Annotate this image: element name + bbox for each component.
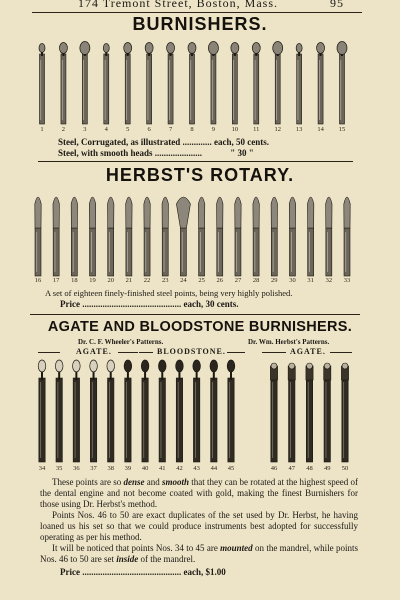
rotary-price-value: each, 30 cents. — [183, 299, 239, 309]
agate-point-46 — [270, 363, 277, 462]
burnisher-4 — [103, 44, 109, 125]
rotary-number-23: 23 — [161, 277, 169, 284]
para1-dense: dense — [123, 477, 145, 487]
burnisher-number-8: 8 — [190, 126, 194, 133]
paragraph-2: Points Nos. 46 to 50 are exact duplicates of the set used by Dr. Herbst, he having loaned us his set so that we could produce instruments best adopted for successfully operating as per his method. — [40, 510, 358, 542]
paragraph-1 — [40, 477, 358, 509]
rotary-number-22: 22 — [143, 277, 151, 284]
burnisher-number-3: 3 — [83, 126, 87, 133]
rotary-number-19: 19 — [89, 277, 96, 284]
agate-point-34 — [38, 360, 46, 462]
bloodstone-rule-b — [227, 352, 245, 353]
para3-text-c: of the mandrel. — [138, 553, 196, 564]
burnisher-number-11: 11 — [253, 126, 260, 133]
agate-left-rule-a — [38, 352, 60, 353]
agate-point-37 — [90, 360, 98, 462]
burnisher-7 — [167, 43, 175, 125]
header-rule — [32, 12, 362, 13]
rotary-number-26: 26 — [216, 277, 223, 284]
burnisher-10 — [231, 43, 239, 125]
rotary-point-16 — [35, 197, 41, 276]
rotary-number-33: 33 — [343, 277, 351, 284]
burnisher-number-10: 10 — [231, 126, 239, 133]
agate-price-value: each, $1.00 — [183, 567, 226, 577]
rotary-description: A set of eighteen finely-finished steel points, being very highly polished. — [45, 288, 293, 298]
dot-leader: ............................................ — [82, 299, 182, 309]
burnisher-number-5: 5 — [126, 126, 130, 133]
dot-leader: ............. — [182, 137, 212, 147]
burnisher-5 — [124, 43, 132, 125]
rotary-point-25 — [198, 197, 204, 276]
burnisher-number-13: 13 — [295, 126, 303, 133]
agate-number-39: 39 — [124, 465, 132, 472]
rotary-point-19 — [89, 197, 95, 276]
rotary-number-32: 32 — [325, 277, 333, 284]
burnisher-number-4: 4 — [104, 126, 108, 133]
price-line-2-value: " 30 " — [230, 148, 254, 158]
para1-smooth: smooth — [162, 477, 190, 487]
burnisher-11 — [252, 43, 260, 125]
agate-point-50 — [341, 363, 348, 462]
price-line-2-label: Steel, with smooth heads — [58, 148, 153, 158]
agate-point-47 — [288, 363, 295, 462]
burnisher-number-6: 6 — [147, 126, 151, 133]
agate-point-39 — [124, 360, 132, 462]
section-rule-1 — [38, 161, 353, 162]
agate-subtitle-right: Dr. Wm. Herbst's Patterns. — [248, 338, 330, 346]
agate-number-34: 34 — [38, 465, 46, 472]
rotary-number-20: 20 — [107, 277, 114, 284]
rotary-numbers — [0, 277, 400, 287]
agate-number-40: 40 — [141, 465, 149, 472]
rotary-number-24: 24 — [180, 277, 187, 284]
dot-leader: ..................... — [154, 148, 203, 158]
agate-number-50: 50 — [341, 465, 349, 472]
burnisher-number-12: 12 — [274, 126, 281, 133]
rotary-point-26 — [217, 197, 223, 276]
running-title: 174 Tremont Street, Boston, Mass. — [78, 0, 279, 10]
burnishers-price-line-2 — [58, 148, 254, 158]
para1-text-a: These points are so — [52, 477, 124, 487]
rotary-point-24 — [176, 197, 190, 276]
agate-point-44 — [210, 360, 218, 462]
rotary-point-23 — [162, 197, 168, 276]
rotary-point-28 — [253, 197, 259, 276]
agate-number-48: 48 — [306, 465, 313, 472]
paragraph-3 — [40, 543, 358, 565]
rotary-point-22 — [144, 197, 150, 276]
agate-number-37: 37 — [90, 465, 97, 472]
agate-point-40 — [141, 360, 149, 462]
group-label-bloodstone: BLOODSTONE. — [157, 347, 226, 356]
agate-number-38: 38 — [107, 465, 114, 472]
rotary-number-31: 31 — [307, 277, 314, 284]
agate-point-41 — [158, 360, 166, 462]
rotary-point-21 — [126, 197, 132, 276]
agate-point-38 — [107, 360, 115, 462]
burnisher-2 — [59, 43, 67, 125]
agate-number-42: 42 — [176, 465, 183, 472]
burnisher-3 — [80, 42, 90, 125]
rotary-number-21: 21 — [125, 277, 133, 284]
burnishers-illustration — [0, 40, 400, 130]
rotary-price-label: Price — [60, 299, 80, 309]
burnisher-1 — [39, 44, 45, 125]
rotary-point-30 — [289, 197, 295, 276]
rotary-point-29 — [271, 197, 277, 276]
burnisher-15 — [337, 42, 347, 125]
agate-point-35 — [55, 360, 63, 462]
agate-price-label: Price — [60, 567, 80, 577]
burnisher-number-2: 2 — [61, 126, 66, 133]
para1-text-b: and — [144, 477, 163, 487]
rotary-point-27 — [235, 197, 241, 276]
rotary-price-line — [60, 299, 238, 309]
agate-subtitle-left: Dr. C. F. Wheeler's Patterns. — [78, 338, 164, 346]
agate-right-rule-b — [330, 352, 352, 353]
agate-number-45: 45 — [227, 465, 235, 472]
bloodstone-rule-a — [139, 352, 153, 353]
agate-number-46: 46 — [270, 465, 278, 472]
burnisher-14 — [317, 43, 325, 125]
agate-number-49: 49 — [324, 465, 331, 472]
para3-text-b: on the mandrel, while points Nos. 46 to 50 are set — [40, 543, 358, 564]
page-number: 95 — [330, 0, 344, 10]
rotary-number-27: 27 — [234, 277, 242, 284]
burnisher-12 — [273, 42, 283, 125]
burnisher-8 — [188, 43, 196, 125]
agate-title: AGATE AND BLOODSTONE BURNISHERS. — [47, 319, 353, 335]
para1-text-c: that they can be rotated at the highest speed of the dental engine and not become coated with gold, making the finest Burnishers for those using Dr. Herbst's method. — [40, 477, 358, 509]
para3-text-a: It will be noticed that points Nos. 34 to 45 are — [52, 543, 221, 553]
burnishers-price-line-1 — [58, 137, 269, 147]
rotary-number-30: 30 — [289, 277, 296, 284]
rotary-number-28: 28 — [252, 277, 260, 284]
rotary-number-17: 17 — [52, 277, 60, 284]
agate-number-44: 44 — [210, 465, 218, 472]
burnisher-number-15: 15 — [338, 126, 346, 133]
para3-mounted: mounted — [220, 543, 253, 553]
agate-point-48 — [306, 363, 313, 462]
group-label-agate-right: AGATE. — [290, 347, 326, 356]
herbst-rotary-title: HERBST'S ROTARY. — [105, 165, 295, 185]
rotary-number-25: 25 — [198, 277, 205, 284]
agate-number-35: 35 — [55, 465, 63, 472]
agate-number-47: 47 — [288, 465, 295, 472]
agate-illustration — [0, 356, 400, 466]
rotary-point-20 — [108, 197, 114, 276]
agate-point-43 — [193, 360, 201, 462]
price-line-1-label: Steel, Corrugated, as illustrated — [58, 137, 181, 147]
burnisher-number-1: 1 — [40, 126, 44, 133]
burnishers-title: BURNISHERS. — [132, 14, 268, 34]
para3-inside: inside — [116, 553, 139, 564]
dot-leader: ............................................ — [82, 567, 182, 577]
agate-number-41: 41 — [159, 465, 166, 472]
burnisher-number-7: 7 — [168, 126, 173, 133]
agate-point-45 — [227, 360, 235, 462]
rotary-number-18: 18 — [71, 277, 78, 284]
agate-number-43: 43 — [193, 465, 200, 472]
agate-number-36: 36 — [73, 465, 80, 472]
agate-numbers — [0, 465, 400, 475]
group-label-agate-left: AGATE. — [76, 347, 112, 356]
burnisher-number-9: 9 — [211, 126, 216, 133]
rotary-number-29: 29 — [271, 277, 278, 284]
agate-point-42 — [176, 360, 184, 462]
burnisher-13 — [296, 44, 302, 125]
rotary-point-18 — [71, 197, 77, 276]
rotary-point-31 — [307, 197, 313, 276]
section-rule-2 — [30, 314, 360, 315]
burnisher-6 — [145, 43, 153, 125]
rotary-number-16: 16 — [34, 277, 42, 284]
rotary-illustration — [0, 188, 400, 278]
burnishers-numbers — [0, 126, 400, 136]
rotary-point-17 — [53, 197, 59, 276]
burnisher-number-14: 14 — [317, 126, 324, 133]
burnisher-9 — [208, 42, 218, 125]
rotary-point-32 — [326, 197, 332, 276]
agate-point-36 — [73, 360, 81, 462]
agate-right-rule-a — [262, 352, 286, 353]
agate-point-49 — [324, 363, 331, 462]
agate-left-rule-b — [118, 352, 138, 353]
rotary-point-33 — [344, 197, 350, 276]
agate-price-line — [60, 567, 226, 577]
price-line-1-value: each, 50 cents. — [213, 137, 269, 147]
